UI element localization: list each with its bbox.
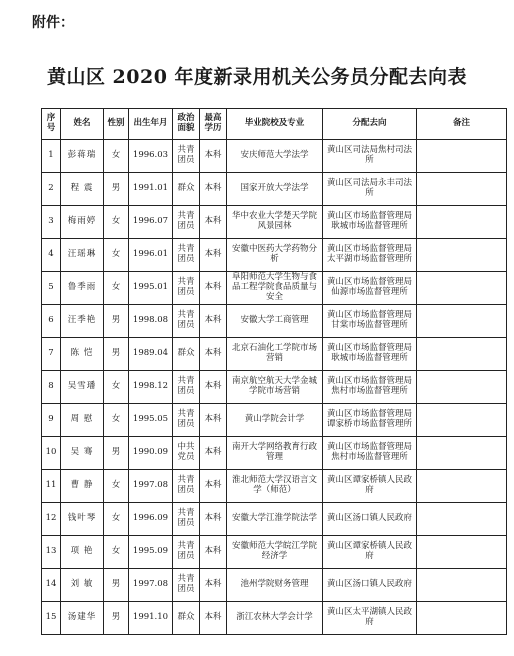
gender-cell: 男 (104, 338, 129, 371)
table-row (42, 239, 507, 272)
table-row (42, 569, 507, 602)
name-cell: 鲁季雨 (61, 272, 104, 305)
remarks-cell (417, 206, 507, 239)
table-row (42, 371, 507, 404)
gender-cell: 女 (104, 239, 129, 272)
education-cell: 本科 (200, 404, 227, 437)
seq-cell: 12 (42, 503, 61, 536)
school-major-cell: 浙江农林大学会计学 (227, 602, 323, 635)
attachment-label: 附件： (32, 15, 74, 31)
education-cell: 本科 (200, 569, 227, 602)
gender-cell: 男 (104, 569, 129, 602)
political-cell: 群众 (173, 338, 200, 371)
birth-cell: 1996.07 (129, 206, 173, 239)
seq-cell: 6 (42, 305, 61, 338)
table-row (42, 272, 507, 305)
political-cell: 共青团员 (173, 404, 200, 437)
school-major-cell: 安徽中医药大学药物分析 (227, 239, 323, 272)
political-cell: 中共党员 (173, 437, 200, 470)
political-cell: 共青团员 (173, 305, 200, 338)
education-cell: 本科 (200, 173, 227, 206)
header-school-major: 毕业院校及专业 (227, 109, 323, 140)
remarks-cell (417, 239, 507, 272)
birth-cell: 1998.08 (129, 305, 173, 338)
seq-cell: 5 (42, 272, 61, 305)
assignment-cell: 黄山区司法局永丰司法所 (323, 173, 417, 206)
remarks-cell (417, 338, 507, 371)
remarks-cell (417, 569, 507, 602)
name-cell: 汪季艳 (61, 305, 104, 338)
seq-cell: 15 (42, 602, 61, 635)
education-cell: 本科 (200, 239, 227, 272)
gender-cell: 女 (104, 140, 129, 173)
education-cell: 本科 (200, 503, 227, 536)
political-cell: 共青团员 (173, 470, 200, 503)
assignment-cell: 黄山区太平湖镇人民政府 (323, 602, 417, 635)
name-cell: 周 慰 (61, 404, 104, 437)
table-row (42, 206, 507, 239)
school-major-cell: 国家开放大学法学 (227, 173, 323, 206)
assignment-cell: 黄山区市场监督管理局太平湖市场监督管理所 (323, 239, 417, 272)
seq-cell: 1 (42, 140, 61, 173)
name-cell: 刘 敏 (61, 569, 104, 602)
assignment-cell: 黄山区谭家桥镇人民政府 (323, 536, 417, 569)
remarks-cell (417, 140, 507, 173)
school-major-cell: 华中农业大学楚天学院风景园林 (227, 206, 323, 239)
education-cell: 本科 (200, 371, 227, 404)
header-seq: 序号 (42, 109, 61, 140)
gender-cell: 女 (104, 503, 129, 536)
table-row (42, 140, 507, 173)
name-cell: 钱叶琴 (61, 503, 104, 536)
political-cell: 共青团员 (173, 239, 200, 272)
remarks-cell (417, 305, 507, 338)
name-cell: 汪瑶琳 (61, 239, 104, 272)
school-major-cell: 黄山学院会计学 (227, 404, 323, 437)
gender-cell: 女 (104, 536, 129, 569)
school-major-cell: 安庆师范大学法学 (227, 140, 323, 173)
name-cell: 曹 静 (61, 470, 104, 503)
remarks-cell (417, 536, 507, 569)
remarks-cell (417, 602, 507, 635)
remarks-cell (417, 437, 507, 470)
table-header-row (42, 109, 507, 140)
education-cell: 本科 (200, 338, 227, 371)
gender-cell: 男 (104, 305, 129, 338)
gender-cell: 女 (104, 272, 129, 305)
school-major-cell: 淮北师范大学汉语言文学（师范） (227, 470, 323, 503)
school-major-cell: 池州学院财务管理 (227, 569, 323, 602)
birth-cell: 1996.01 (129, 239, 173, 272)
school-major-cell: 安徽大学工商管理 (227, 305, 323, 338)
table-row (42, 470, 507, 503)
birth-cell: 1990.09 (129, 437, 173, 470)
header-gender: 性别 (104, 109, 129, 140)
school-major-cell: 南开大学网络教育行政管理 (227, 437, 323, 470)
political-cell: 共青团员 (173, 140, 200, 173)
birth-cell: 1995.01 (129, 272, 173, 305)
school-major-cell: 安徽大学江淮学院法学 (227, 503, 323, 536)
remarks-cell (417, 173, 507, 206)
seq-cell: 7 (42, 338, 61, 371)
seq-cell: 2 (42, 173, 61, 206)
birth-cell: 1991.10 (129, 602, 173, 635)
seq-cell: 10 (42, 437, 61, 470)
education-cell: 本科 (200, 437, 227, 470)
birth-cell: 1995.09 (129, 536, 173, 569)
political-cell: 群众 (173, 602, 200, 635)
education-cell: 本科 (200, 305, 227, 338)
document-title: 黄山区 2020 年度新录用机关公务员分配去向表 (46, 66, 468, 88)
political-cell: 共青团员 (173, 536, 200, 569)
assignment-cell: 黄山区谭家桥镇人民政府 (323, 470, 417, 503)
table-row (42, 536, 507, 569)
political-cell: 共青团员 (173, 206, 200, 239)
education-cell: 本科 (200, 536, 227, 569)
political-cell: 共青团员 (173, 272, 200, 305)
remarks-cell (417, 503, 507, 536)
gender-cell: 女 (104, 371, 129, 404)
remarks-cell (417, 404, 507, 437)
birth-cell: 1996.09 (129, 503, 173, 536)
table-row (42, 503, 507, 536)
political-cell: 共青团员 (173, 371, 200, 404)
table-row (42, 404, 507, 437)
seq-cell: 8 (42, 371, 61, 404)
remarks-cell (417, 371, 507, 404)
name-cell: 汤建华 (61, 602, 104, 635)
name-cell: 吴 骞 (61, 437, 104, 470)
school-major-cell: 安徽师范大学皖江学院经济学 (227, 536, 323, 569)
assignment-cell: 黄山区司法局焦村司法所 (323, 140, 417, 173)
header-political: 政治面貌 (173, 109, 200, 140)
remarks-cell (417, 470, 507, 503)
assignment-cell: 黄山区市场监督管理局耿城市场监督管理所 (323, 338, 417, 371)
seq-cell: 9 (42, 404, 61, 437)
name-cell: 陈 恺 (61, 338, 104, 371)
table-row (42, 338, 507, 371)
seq-cell: 13 (42, 536, 61, 569)
gender-cell: 男 (104, 602, 129, 635)
assignment-cell: 黄山区市场监督管理局甘棠市场监督管理所 (323, 305, 417, 338)
header-remarks: 备注 (417, 109, 507, 140)
birth-cell: 1995.05 (129, 404, 173, 437)
table-row (42, 602, 507, 635)
header-education: 最高学历 (200, 109, 227, 140)
school-major-cell: 阜阳师范大学生物与食品工程学院食品质量与安全 (227, 272, 323, 305)
political-cell: 群众 (173, 173, 200, 206)
assignment-cell: 黄山区汤口镇人民政府 (323, 503, 417, 536)
birth-cell: 1998.12 (129, 371, 173, 404)
gender-cell: 女 (104, 470, 129, 503)
name-cell: 项 艳 (61, 536, 104, 569)
birth-cell: 1996.03 (129, 140, 173, 173)
remarks-cell (417, 272, 507, 305)
table-row (42, 437, 507, 470)
name-cell: 彭蒋瑞 (61, 140, 104, 173)
education-cell: 本科 (200, 602, 227, 635)
seq-cell: 14 (42, 569, 61, 602)
seq-cell: 4 (42, 239, 61, 272)
name-cell: 程 震 (61, 173, 104, 206)
table-row (42, 305, 507, 338)
seq-cell: 3 (42, 206, 61, 239)
education-cell: 本科 (200, 140, 227, 173)
header-birth: 出生年月 (129, 109, 173, 140)
name-cell: 吴雪璠 (61, 371, 104, 404)
school-major-cell: 南京航空航天大学金城学院市场营销 (227, 371, 323, 404)
gender-cell: 女 (104, 404, 129, 437)
header-assignment: 分配去向 (323, 109, 417, 140)
assignment-cell: 黄山区市场监督管理局谭家桥市场监督管理所 (323, 404, 417, 437)
assignment-cell: 黄山区市场监督管理局焦村市场监督管理所 (323, 371, 417, 404)
gender-cell: 女 (104, 206, 129, 239)
gender-cell: 男 (104, 173, 129, 206)
education-cell: 本科 (200, 272, 227, 305)
assignment-table (41, 108, 507, 635)
seq-cell: 11 (42, 470, 61, 503)
header-name: 姓名 (61, 109, 104, 140)
table-row (42, 173, 507, 206)
education-cell: 本科 (200, 470, 227, 503)
political-cell: 共青团员 (173, 569, 200, 602)
assignment-cell: 黄山区汤口镇人民政府 (323, 569, 417, 602)
education-cell: 本科 (200, 206, 227, 239)
birth-cell: 1989.04 (129, 338, 173, 371)
birth-cell: 1997.08 (129, 569, 173, 602)
birth-cell: 1997.08 (129, 470, 173, 503)
gender-cell: 男 (104, 437, 129, 470)
political-cell: 共青团员 (173, 503, 200, 536)
school-major-cell: 北京石油化工学院市场营销 (227, 338, 323, 371)
name-cell: 梅雨婷 (61, 206, 104, 239)
assignment-cell: 黄山区市场监督管理局耿城市场监督管理所 (323, 206, 417, 239)
birth-cell: 1991.01 (129, 173, 173, 206)
assignment-cell: 黄山区市场监督管理局焦村市场监督管理所 (323, 437, 417, 470)
assignment-cell: 黄山区市场监督管理局仙源市场监督管理所 (323, 272, 417, 305)
